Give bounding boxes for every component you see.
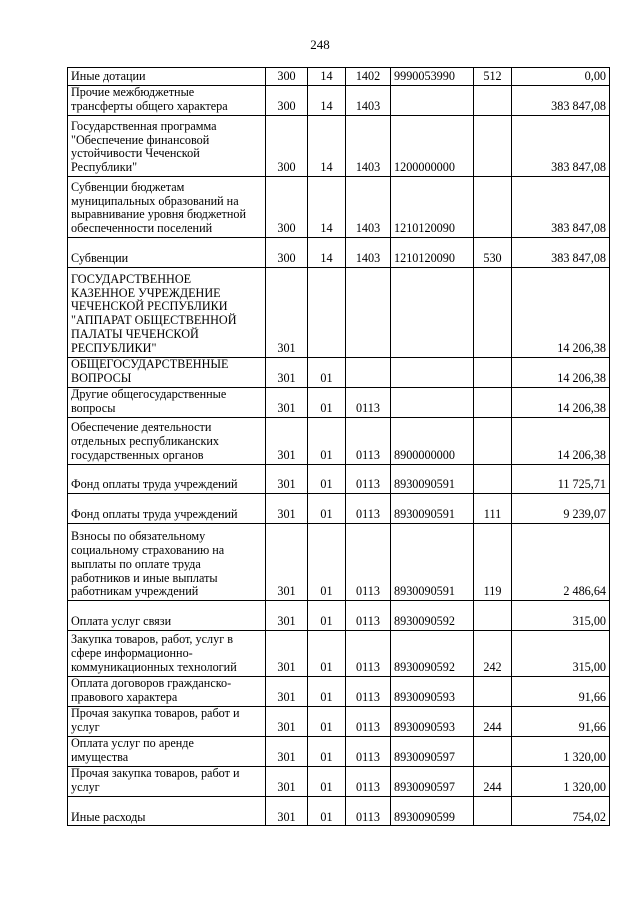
row-subsection-code: 1403 [346,238,391,268]
table-row [68,86,610,116]
row-target-article: 8930090593 [391,676,474,706]
row-name: Взносы по обязательному социальному страхованию на выплаты по оплате труда работников и иные выплаты работникам учреждений [68,524,266,601]
row-target-article: 8930090597 [391,736,474,766]
row-subsection-code: 1403 [346,86,391,116]
row-section-code: 01 [308,766,346,796]
row-amount: 9 239,07 [512,494,610,524]
row-target-article: 8930090592 [391,630,474,676]
row-subsection-code: 0113 [346,766,391,796]
row-section-code: 01 [308,357,346,387]
row-subsection-code [346,357,391,387]
row-name: Прочая закупка товаров, работ и услуг [68,766,266,796]
row-section-code: 01 [308,464,346,494]
row-target-article: 1210120090 [391,177,474,238]
row-expense-type [474,736,512,766]
row-expense-type: 530 [474,238,512,268]
row-expense-type: 119 [474,524,512,601]
row-ministry-code: 301 [266,601,308,631]
row-amount: 0,00 [512,68,610,86]
row-expense-type [474,796,512,826]
row-name: Оплата договоров гражданско- правового характера [68,676,266,706]
row-name: Иные расходы [68,796,266,826]
row-name: Фонд оплаты труда учреждений [68,464,266,494]
row-amount: 383 847,08 [512,177,610,238]
budget-table [67,67,610,826]
row-section-code: 14 [308,238,346,268]
row-subsection-code [346,267,391,357]
row-expense-type: 244 [474,766,512,796]
row-ministry-code: 301 [266,524,308,601]
row-section-code: 14 [308,68,346,86]
row-section-code: 14 [308,116,346,177]
row-ministry-code: 301 [266,357,308,387]
row-target-article: 8930090591 [391,494,474,524]
row-amount: 1 320,00 [512,736,610,766]
row-subsection-code: 0113 [346,417,391,464]
row-expense-type [474,177,512,238]
row-expense-type [474,116,512,177]
row-section-code: 14 [308,86,346,116]
row-ministry-code: 301 [266,736,308,766]
table-row [68,494,610,524]
row-target-article: 8930090591 [391,464,474,494]
row-amount: 315,00 [512,601,610,631]
row-target-article [391,387,474,417]
table-row [68,417,610,464]
row-section-code: 01 [308,676,346,706]
row-section-code: 01 [308,796,346,826]
row-ministry-code: 301 [266,464,308,494]
table-row [68,116,610,177]
row-name: Субвенции бюджетам муниципальных образований на выравнивание уровня бюджетной обеспеченности поселений [68,177,266,238]
row-name: Другие общегосударственные вопросы [68,387,266,417]
table-row [68,68,610,86]
row-amount: 14 206,38 [512,417,610,464]
row-target-article [391,86,474,116]
table-row [68,706,610,736]
row-subsection-code: 0113 [346,464,391,494]
row-subsection-code: 0113 [346,601,391,631]
row-amount: 754,02 [512,796,610,826]
row-name: Закупка товаров, работ, услуг в сфере информационно- коммуникационных технологий [68,630,266,676]
row-amount: 383 847,08 [512,116,610,177]
row-amount: 11 725,71 [512,464,610,494]
row-amount: 14 206,38 [512,357,610,387]
row-subsection-code: 0113 [346,524,391,601]
row-subsection-code: 1403 [346,177,391,238]
row-ministry-code: 300 [266,86,308,116]
table-row [68,630,610,676]
row-target-article [391,267,474,357]
table-row [68,676,610,706]
row-name: Оплата услуг связи [68,601,266,631]
row-section-code: 01 [308,524,346,601]
row-ministry-code: 301 [266,796,308,826]
row-target-article: 8900000000 [391,417,474,464]
row-amount: 315,00 [512,630,610,676]
table-row [68,177,610,238]
row-name: Фонд оплаты труда учреждений [68,494,266,524]
row-ministry-code: 300 [266,238,308,268]
row-name: ОБЩЕГОСУДАРСТВЕННЫЕ ВОПРОСЫ [68,357,266,387]
table-row [68,601,610,631]
row-subsection-code: 0113 [346,796,391,826]
row-ministry-code: 301 [266,676,308,706]
row-subsection-code: 0113 [346,494,391,524]
row-section-code [308,267,346,357]
row-expense-type: 111 [474,494,512,524]
row-name: ГОСУДАРСТВЕННОЕ КАЗЕННОЕ УЧРЕЖДЕНИЕ ЧЕЧЕНСКОЙ РЕСПУБЛИКИ "АППАРАТ ОБЩЕСТВЕННОЙ ПАЛАТЫ ЧЕЧЕНСКОЙ РЕСПУБЛИКИ" [68,267,266,357]
table-row [68,357,610,387]
row-name: Обеспечение деятельности отдельных республиканских государственных органов [68,417,266,464]
row-target-article: 9990053990 [391,68,474,86]
row-target-article: 8930090599 [391,796,474,826]
row-expense-type: 244 [474,706,512,736]
row-ministry-code: 301 [266,766,308,796]
row-name: Субвенции [68,238,266,268]
row-expense-type [474,676,512,706]
row-target-article: 8930090593 [391,706,474,736]
row-subsection-code: 1402 [346,68,391,86]
row-target-article: 1210120090 [391,238,474,268]
row-section-code: 14 [308,177,346,238]
row-subsection-code: 1403 [346,116,391,177]
row-name: Прочая закупка товаров, работ и услуг [68,706,266,736]
row-expense-type [474,267,512,357]
table-row [68,267,610,357]
row-section-code: 01 [308,736,346,766]
row-expense-type [474,601,512,631]
row-target-article: 1200000000 [391,116,474,177]
row-ministry-code: 301 [266,494,308,524]
row-ministry-code: 301 [266,630,308,676]
row-ministry-code: 300 [266,177,308,238]
row-expense-type [474,86,512,116]
row-expense-type [474,464,512,494]
row-expense-type [474,387,512,417]
row-target-article: 8930090591 [391,524,474,601]
row-name: Иные дотации [68,68,266,86]
row-section-code: 01 [308,601,346,631]
table-row [68,736,610,766]
row-subsection-code: 0113 [346,736,391,766]
row-ministry-code: 301 [266,267,308,357]
table-row [68,796,610,826]
row-name: Оплата услуг по аренде имущества [68,736,266,766]
row-subsection-code: 0113 [346,387,391,417]
table-row [68,238,610,268]
row-expense-type [474,417,512,464]
row-subsection-code: 0113 [346,676,391,706]
row-ministry-code: 301 [266,706,308,736]
row-target-article: 8930090597 [391,766,474,796]
row-section-code: 01 [308,494,346,524]
row-expense-type: 512 [474,68,512,86]
row-section-code: 01 [308,417,346,464]
row-amount: 383 847,08 [512,86,610,116]
row-section-code: 01 [308,706,346,736]
table-row [68,464,610,494]
row-amount: 1 320,00 [512,766,610,796]
row-target-article: 8930090592 [391,601,474,631]
budget-table-body [68,68,610,826]
row-target-article [391,357,474,387]
row-ministry-code: 300 [266,116,308,177]
row-amount: 91,66 [512,706,610,736]
row-amount: 14 206,38 [512,267,610,357]
row-amount: 14 206,38 [512,387,610,417]
row-ministry-code: 301 [266,387,308,417]
page-number: 248 [310,37,330,52]
row-section-code: 01 [308,387,346,417]
row-section-code: 01 [308,630,346,676]
row-name: Государственная программа "Обеспечение финансовой устойчивости Чеченской Республики" [68,116,266,177]
row-subsection-code: 0113 [346,630,391,676]
row-amount: 383 847,08 [512,238,610,268]
row-ministry-code: 300 [266,68,308,86]
row-expense-type [474,357,512,387]
table-row [68,387,610,417]
row-subsection-code: 0113 [346,706,391,736]
row-amount: 91,66 [512,676,610,706]
row-expense-type: 242 [474,630,512,676]
row-amount: 2 486,64 [512,524,610,601]
row-ministry-code: 301 [266,417,308,464]
row-name: Прочие межбюджетные трансферты общего характера [68,86,266,116]
table-row [68,524,610,601]
table-row [68,766,610,796]
